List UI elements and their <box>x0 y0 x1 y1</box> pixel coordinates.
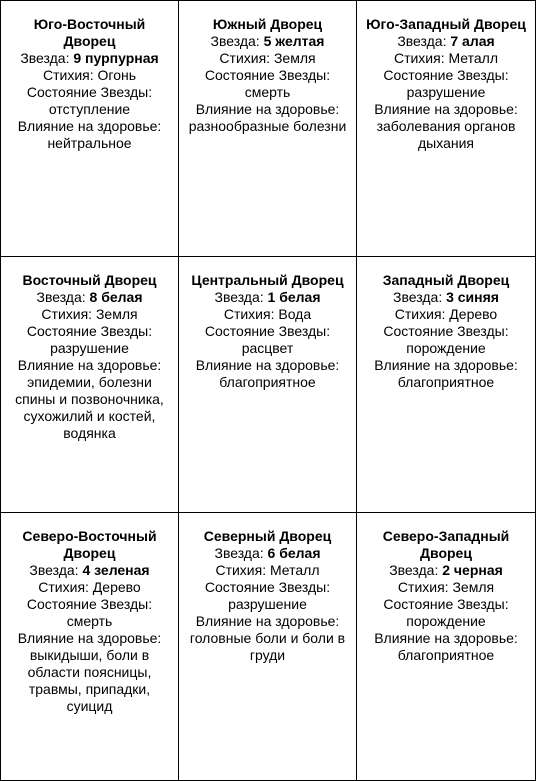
element-line: Стихия: Земля <box>397 579 495 595</box>
palace-title: Юго-Восточный Дворец <box>33 16 146 49</box>
palace-cell-south <box>179 1 357 257</box>
star-line <box>363 562 529 579</box>
star-label: Звезда: <box>214 289 268 305</box>
star-line <box>185 33 350 50</box>
element-line: Стихия: Огонь <box>42 67 137 83</box>
palace-cell-center <box>179 257 357 513</box>
health-influence-line: Влияние на здоровье: заболевания органов дыхания <box>374 101 518 151</box>
health-influence-line: Влияние на здоровье: благоприятное <box>374 630 518 663</box>
star-state-line: Состояние Звезды: порождение <box>383 596 509 629</box>
star-state-line: Состояние Звезды: расцвет <box>204 323 331 356</box>
star-label: Звезда: <box>20 50 74 66</box>
element-line: Стихия: Дерево <box>38 579 141 595</box>
element-line: Стихия: Земля <box>219 50 316 66</box>
star-value: 9 пурпурная <box>73 50 159 66</box>
star-label: Звезда: <box>214 545 268 561</box>
star-value: 6 белая <box>267 545 321 561</box>
palace-cell-east <box>1 257 179 513</box>
palace-cell-northwest <box>357 513 535 780</box>
health-influence-line: Влияние на здоровье: выкидыши, боли в области поясницы, травмы, припадки, суицид <box>17 630 162 714</box>
star-state-line: Состояние Звезды: разрушение <box>383 67 509 100</box>
palace-cell-northeast <box>1 513 179 780</box>
palace-title: Юго-Западный Дворец <box>366 16 526 32</box>
star-label: Звезда: <box>36 289 90 305</box>
palace-title: Центральный Дворец <box>191 272 344 288</box>
star-state-line: Состояние Звезды: разрушение <box>26 323 153 356</box>
palace-cell-southeast <box>1 1 179 257</box>
health-influence-line: Влияние на здоровье: эпидемии, болезни спины и позвоночника, сухожилий и костей, водянка <box>15 357 164 441</box>
star-value: 1 белая <box>267 289 321 305</box>
star-value: 8 белая <box>89 289 143 305</box>
palace-cell-west <box>357 257 535 513</box>
star-label: Звезда: <box>389 562 443 578</box>
element-line: Стихия: Земля <box>41 306 138 322</box>
star-label: Звезда: <box>210 33 264 49</box>
palace-cell-southwest <box>357 1 535 257</box>
star-line <box>185 545 350 562</box>
element-line: Стихия: Вода <box>223 306 312 322</box>
star-state-line: Состояние Звезды: смерть <box>26 596 153 629</box>
star-state-line: Состояние Звезды: порождение <box>383 323 509 356</box>
star-line <box>185 289 350 306</box>
star-label: Звезда: <box>393 289 447 305</box>
star-line <box>7 50 172 67</box>
health-influence-line: Влияние на здоровье: нейтральное <box>17 118 162 151</box>
palace-title: Южный Дворец <box>212 16 323 32</box>
palace-cell-north <box>179 513 357 780</box>
star-state-line: Состояние Звезды: отступление <box>26 84 153 117</box>
star-label: Звезда: <box>397 33 451 49</box>
health-influence-line: Влияние на здоровье: благоприятное <box>195 357 340 390</box>
palace-title: Северо-Восточный Дворец <box>22 528 157 561</box>
element-line: Стихия: Металл <box>393 50 499 66</box>
star-line <box>7 289 172 306</box>
star-state-line: Состояние Звезды: смерть <box>204 67 331 100</box>
health-influence-line: Влияние на здоровье: головные боли и боли в груди <box>189 613 346 663</box>
element-line: Стихия: Дерево <box>394 306 498 322</box>
star-label: Звезда: <box>29 562 83 578</box>
palace-title: Западный Дворец <box>382 272 510 288</box>
element-line: Стихия: Металл <box>215 562 320 578</box>
palace-title: Северный Дворец <box>203 528 332 544</box>
health-influence-line: Влияние на здоровье: разнообразные болезни <box>188 101 347 134</box>
star-state-line: Состояние Звезды: разрушение <box>204 579 331 612</box>
star-line <box>363 289 529 306</box>
star-value: 7 алая <box>450 33 495 49</box>
star-value: 2 черная <box>442 562 503 578</box>
star-line <box>363 33 529 50</box>
star-line <box>7 562 172 579</box>
star-value: 5 желтая <box>263 33 325 49</box>
palace-title: Восточный Дворец <box>22 272 157 288</box>
star-value: 3 синяя <box>446 289 499 305</box>
star-value: 4 зеленая <box>82 562 150 578</box>
palace-title: Северо-Западный Дворец <box>382 528 510 561</box>
health-influence-line: Влияние на здоровье: благоприятное <box>374 357 518 390</box>
